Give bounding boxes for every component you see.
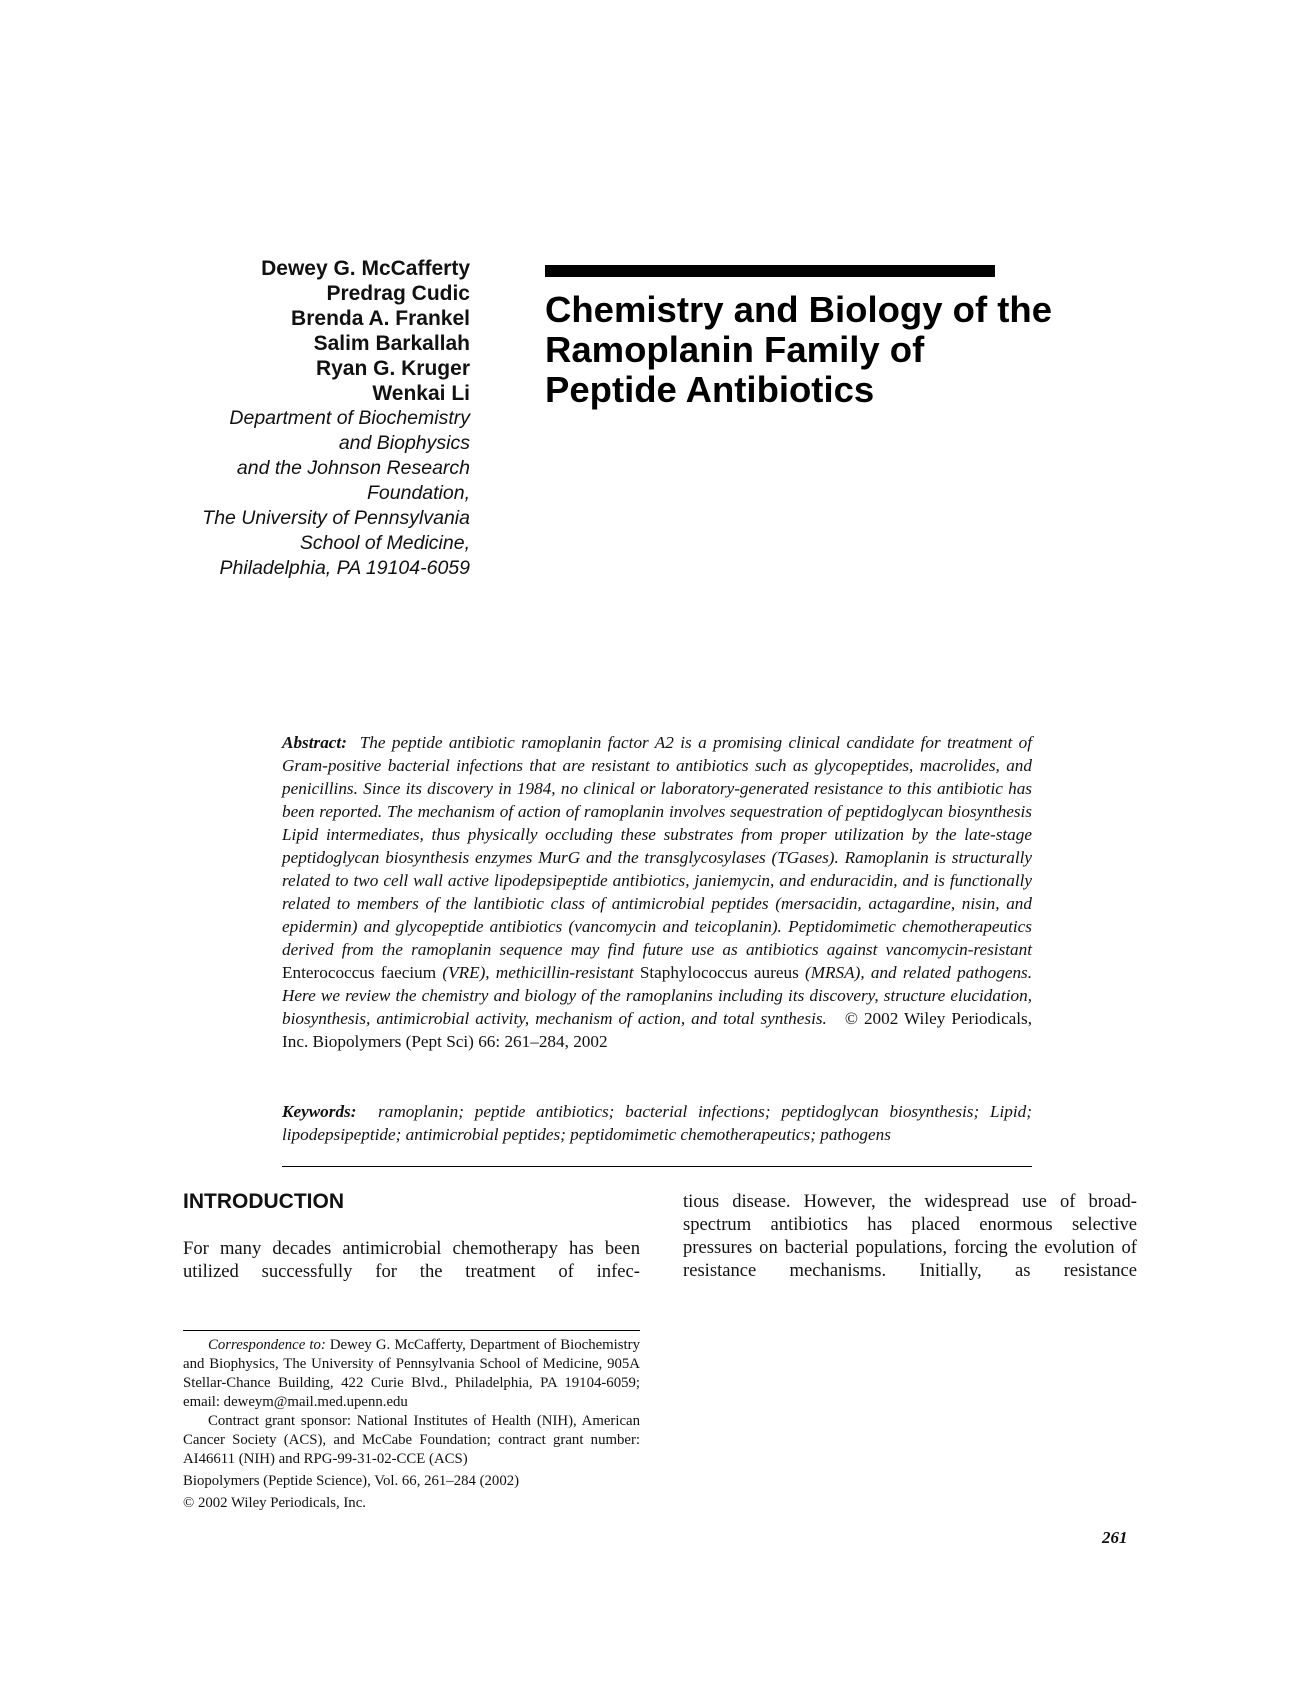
affiliation-line: The University of Pennsylvania <box>202 507 470 529</box>
title-line: Peptide Antibiotics <box>545 369 875 410</box>
author-name: Salim Barkallah <box>313 332 470 355</box>
correspondence-note <box>183 1336 640 1412</box>
abstract-text: The peptide antibiotic ramoplanin factor A2 is a promising clinical candidate for treatment of Gram-positive bacterial infections that are resistant to antibiotics such as glycopeptides, macrolides, and penicillins. Since its discovery in 1984, no clinical or laboratory-generated resistance to this antibiotic has been reported. The mechanism of action of ramoplanin involves sequestration of peptidoglycan biosynthesis Lipid intermediates, thus physically occluding these substrates from proper utilization by the late-stage peptidoglycan biosynthesis enzymes MurG and the transglycosylases (TGases). Ramoplanin is structurally related to two cell wall active lipodepsipeptide antibiotics, janiemycin, and enduracidin, and is functionally related to members of the lantibiotic class of antimicrobial peptides (mersacidin, actagardine, nisin, and epidermin) and glycopeptide antibiotics (vancomycin and teicoplanin). Peptidomimetic chemotherapeutics derived from the ramoplanin sequence may find future use as antibiotics against vancomycin-resistant <box>282 733 1033 959</box>
intro-left-column-text: For many decades antimicrobial chemotherapy has been utilized successfully for the treatment of infec- <box>183 1238 640 1282</box>
author-name: Dewey G. McCafferty <box>261 257 470 280</box>
page-number: 261 <box>1102 1528 1128 1547</box>
keywords-text: ramoplanin; peptide antibiotics; bacterial infections; peptidoglycan biosynthesis; Lipid; lipodepsipeptide; antimicrobial peptides; peptidomimetic chemotherapeutics; pathogens <box>282 1102 1032 1144</box>
copyright-note: © 2002 Wiley Periodicals, Inc. <box>183 1495 366 1511</box>
footnotes <box>183 1336 640 1513</box>
affiliation-line: and Biophysics <box>338 432 470 454</box>
abstract-text: (MRSA), and related pathogens. Here we review the chemistry and biology of the ramoplanins including its discovery, structure elucidation, biosynthesis, antimicrobial activity, mechanism of action, and total synthesis. <box>282 963 1033 1028</box>
author-block <box>150 256 470 581</box>
organism-name: Staphylococcus aureus <box>639 963 799 982</box>
author-name: Brenda A. Frankel <box>291 307 470 330</box>
abstract <box>282 731 1032 1053</box>
keywords-label: Keywords: <box>282 1102 357 1121</box>
affiliation-line: Department of Biochemistry <box>229 407 470 429</box>
affiliation-line: and the Johnson Research <box>236 457 470 479</box>
affiliation-line: Foundation, <box>367 482 470 504</box>
affiliation-line: Philadelphia, PA 19104-6059 <box>219 557 470 579</box>
title-line: Ramoplanin Family of <box>545 329 925 370</box>
abstract-citation: © 2002 Wiley Periodicals, Inc. Biopolymers (Pept Sci) 66: 261–284, 2002 <box>282 1009 1033 1051</box>
affiliation-line: School of Medicine, <box>299 532 470 554</box>
journal-citation: Biopolymers (Peptide Science), Vol. 66, 261–284 (2002) <box>183 1473 520 1489</box>
title-rule-bar <box>545 265 995 277</box>
correspondence-label: Correspondence to: <box>208 1337 326 1353</box>
keywords-divider <box>282 1166 1032 1167</box>
abstract-label: Abstract: <box>282 733 347 752</box>
title-line: Chemistry and Biology of the <box>545 289 1052 330</box>
footnote-divider <box>183 1330 640 1331</box>
intro-right-column-text: tious disease. However, the widespread use of broad-spectrum antibiotics has placed enormous selective pressures on bacterial populations, forcing the evolution of resistance mechanisms. Initially, as resistance <box>683 1191 1137 1281</box>
author-name: Predrag Cudic <box>326 282 470 305</box>
grant-note: Contract grant sponsor: National Institutes of Health (NIH), American Cancer Society (ACS), and McCabe Foundation; contract grant number: AI46611 (NIH) and RPG-99-31-02-CCE (ACS) <box>183 1413 640 1467</box>
organism-name: Enterococcus faecium <box>282 963 437 982</box>
article-title <box>545 290 1165 410</box>
correspondence-text: Dewey G. McCafferty, Department of Biochemistry and Biophysics, The University of Pennsylvania School of Medicine, 905A Stellar-Chance Building, 422 Curie Blvd., Philadelphia, PA 19104-6059; email: deweym@mail.med.upenn.edu <box>183 1337 640 1410</box>
author-name: Wenkai Li <box>372 382 470 405</box>
author-name: Ryan G. Kruger <box>315 357 470 380</box>
keywords <box>282 1100 1032 1146</box>
abstract-text: (VRE), methicillin-resistant <box>442 963 634 982</box>
section-heading-introduction: INTRODUCTION <box>183 1190 344 1213</box>
